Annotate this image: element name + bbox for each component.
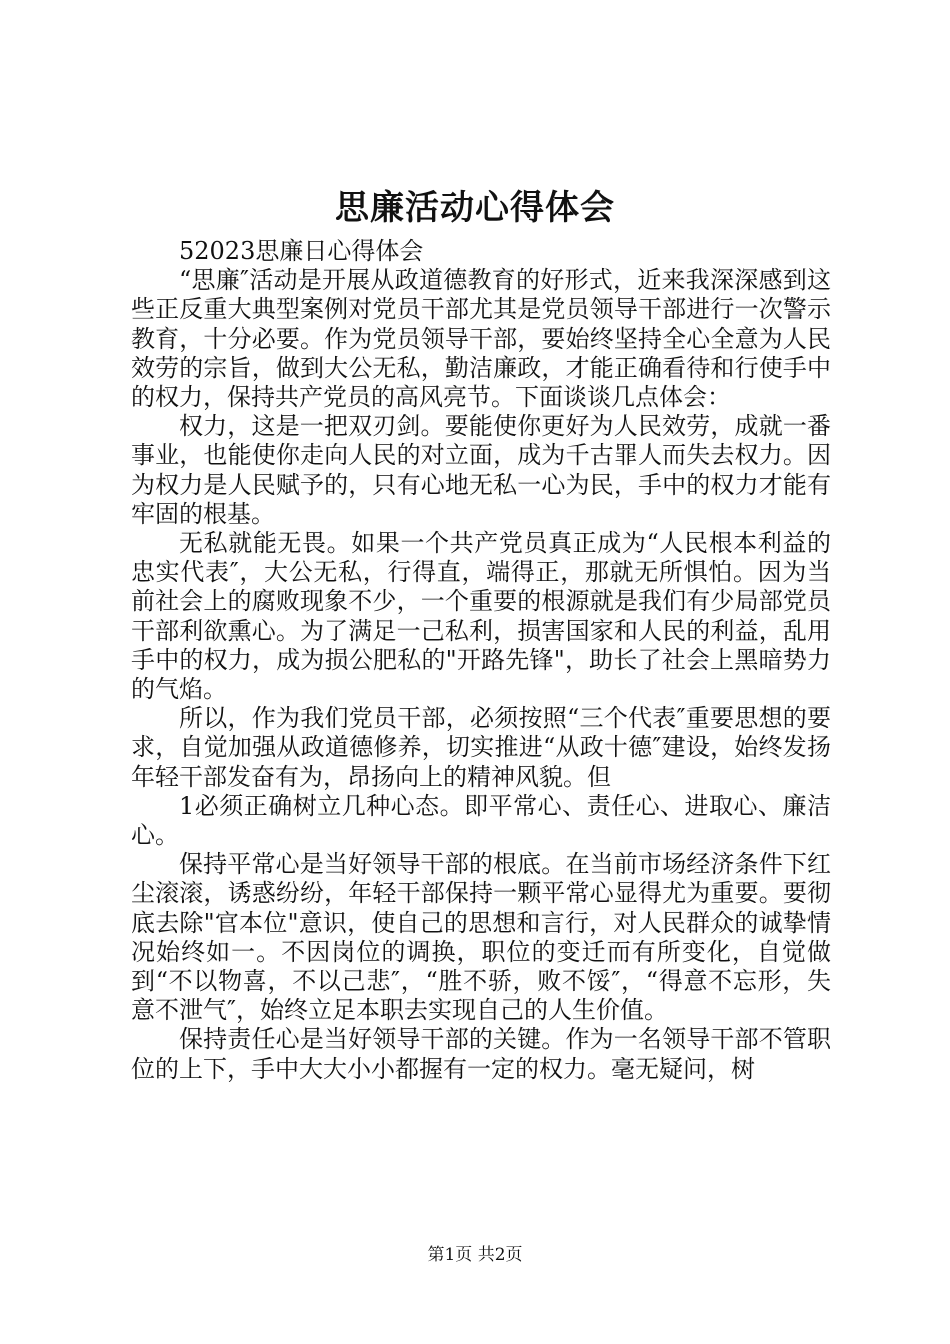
paragraph: 所以，作为我们党员干部，必须按照“三个代表″重要思想的要求，自觉加强从政道德修养，切实推进“从政十德″建设，始终发扬年轻干部发奋有为，昂扬向上的精神风貌。但: [131, 704, 831, 791]
paragraph: 无私就能无畏。如果一个共产党员真正成为“人民根本利益的忠实代表″，大公无私，行得直，端得正，那就无所惧怕。因为当前社会上的腐败现象不少，一个重要的根源就是我们有少局部党员干部利欲熏心。为了满足一己私利，损害国家和人民的利益，乱用手中的权力，成为损公肥私的"开路先锋"，助长了社会上黑暗势力的气焰。: [131, 529, 831, 704]
paragraph: 1必须正确树立几种心态。即平常心、责任心、进取心、廉洁心。: [131, 791, 831, 850]
document-body: [131, 237, 831, 1084]
subtitle-line: 52023思廉日心得体会: [179, 237, 424, 265]
page-number: 第1页 共2页: [427, 1245, 523, 1265]
paragraph: 保持平常心是当好领导干部的根底。在当前市场经济条件下红尘滚滚，诱惑纷纷，年轻干部保持一颗平常心显得尤为重要。要彻底去除"官本位"意识，使自己的思想和言行，对人民群众的诚挚情况始终如一。不因岗位的调换，职位的变迁而有所变化，自觉做到“不以物喜，不以己悲″，“胜不骄，败不馁″，“得意不忘形，失意不泄气″，始终立足本职去实现自己的人生价值。: [131, 850, 831, 1025]
paragraph: 保持责任心是当好领导干部的关键。作为一名领导干部不管职位的上下，手中大大小小都握有一定的权力。毫无疑问，树: [131, 1025, 831, 1083]
document-title: 思廉活动心得体会: [335, 188, 615, 228]
paragraph: 权力，这是一把双刃剑。要能使你更好为人民效劳，成就一番事业，也能使你走向人民的对立面，成为千古罪人而失去权力。因为权力是人民赋予的，只有心地无私一心为民，手中的权力才能有牢固的根基。: [131, 412, 831, 528]
paragraph: “思廉″活动是开展从政道德教育的好形式，近来我深深感到这些正反重大典型案例对党员干部尤其是党员领导干部进行一次警示教育，十分必要。作为党员领导干部，要始终坚持全心全意为人民效劳的宗旨，做到大公无私，勤洁廉政，才能正确看待和行使手中的权力，保持共产党员的高风亮节。下面谈谈几点体会：: [131, 266, 831, 412]
